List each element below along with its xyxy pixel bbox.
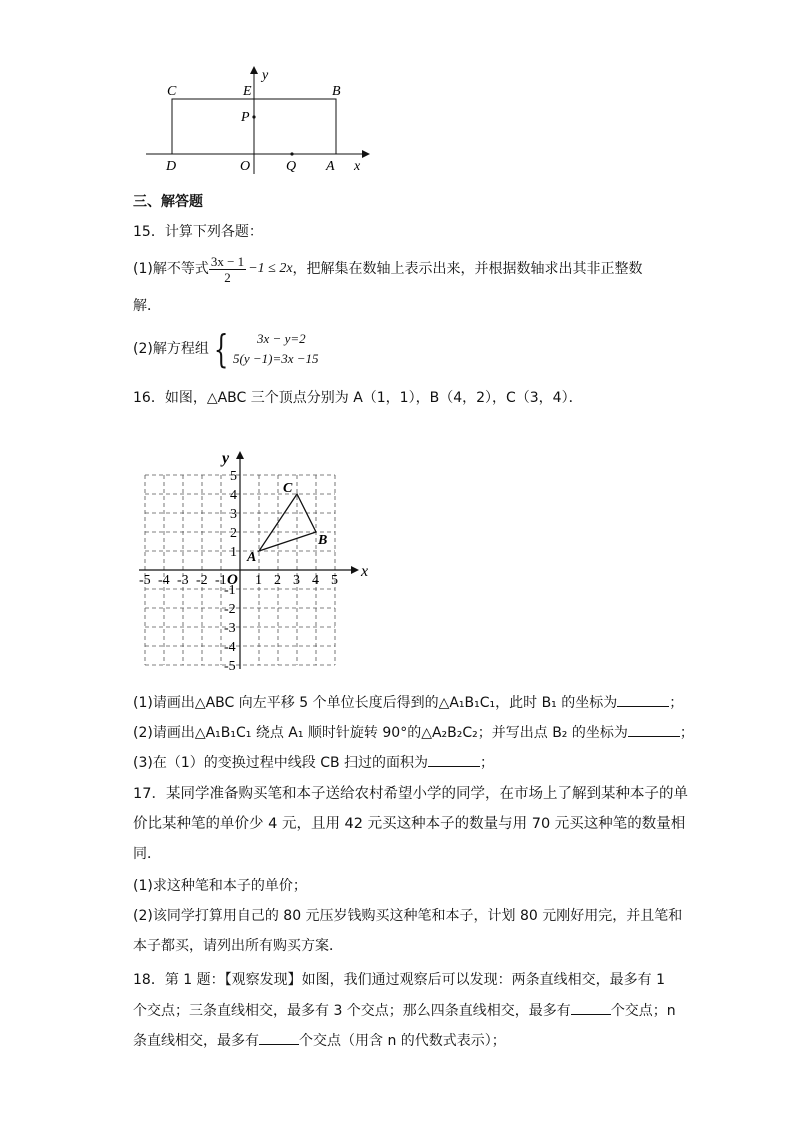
q17-part2-line1: (2)该同学打算用自己的 80 元压岁钱购买这种笔和本子，计划 80 元刚好用完，并且笔和 [133,908,683,924]
q15-part2-prefix: (2)解方程组 [133,341,209,357]
q17-line3: 同． [133,846,161,862]
q16-part2 [133,722,694,743]
label-y: y [262,68,269,83]
q18-line2 [133,1000,676,1021]
q17-part2-line2: 本子都买，请列出所有购买方案． [133,938,343,954]
y-tick-label: 3 [230,507,237,522]
q16-part3-text: (3)在（1）的变换过程中线段 CB 扫过的面积为 [133,755,429,771]
q18-line3 [133,1030,506,1051]
x-tick-label: -4 [158,573,170,588]
fraction-denominator: 2 [224,269,231,285]
q15-part1 [133,252,643,286]
q15-title: 15．计算下列各题： [133,224,263,240]
coordinate-grid-figure [128,442,378,682]
x-tick-label: -5 [139,573,151,588]
y-tick-label: -2 [224,602,236,617]
x-tick-label: 3 [293,573,300,588]
fraction-numerator: 3x − 1 [210,253,245,269]
q18-line3-a: 条直线相交，最多有 [133,1033,259,1049]
label-q: Q [286,159,297,174]
label-e: E [243,84,252,99]
y-axis-arrow [250,66,258,74]
y-tick-label: 5 [230,469,237,484]
q15-part1-line2: 解． [133,298,161,314]
q16-part3 [133,752,494,773]
brace-icon: { [213,327,229,371]
answer-blank [428,752,480,767]
y-tick-label: 4 [230,488,237,503]
vertex-label-c: C [283,481,293,496]
answer-blank [628,722,680,737]
y-tick-label: -4 [224,640,236,655]
equation-system [233,329,319,369]
q18-line3-b: 个交点（用含 n 的代数式表示）； [299,1033,506,1049]
label-b: B [332,84,341,99]
q18-line2-b: 个交点；n [610,1003,676,1019]
label-x: x [354,159,361,174]
point-p [252,115,255,118]
x-axis-label: x [361,563,369,580]
y-tick-label: 2 [230,526,237,541]
x-tick-label: -2 [196,573,208,588]
q17-line1: 17．某同学准备购买笔和本子送给农村希望小学的同学，在市场上了解到某种本子的单 [133,786,688,802]
equation-2: 5(y −1)=3x −15 [233,351,319,366]
q17-part1: (1)求这种笔和本子的单价； [133,878,307,894]
point-q [290,152,293,155]
y-tick-label: -1 [224,583,236,598]
y-tick-label: -3 [224,621,236,636]
x-tick-label: 1 [255,573,262,588]
label-o: O [240,159,251,174]
label-a: A [326,159,335,174]
x-tick-label: 2 [274,573,281,588]
y-tick-label: -5 [224,659,236,674]
y-axis-arrow [236,451,244,459]
equation-1: 3x − y=2 [257,331,306,346]
y-tick-label: 1 [230,545,237,560]
q15-part2 [133,326,319,372]
answer-blank [571,1000,611,1015]
x-tick-label: 4 [312,573,319,588]
x-axis-arrow [362,150,370,158]
q16-part1-text: (1)请画出△ABC 向左平移 5 个单位长度后得到的△A₁B₁C₁，此时 B₁ 的坐标为 [133,695,618,711]
x-axis-arrow [351,566,359,574]
q16-title: 16．如图，△ABC 三个顶点分别为 A（1，1），B（4，2），C（3，4）． [133,390,583,406]
answer-blank [259,1030,299,1045]
fraction [209,254,246,285]
figure-rectangle-axes [140,62,380,182]
end-mark: ； [480,755,495,771]
label-d: D [166,159,177,174]
y-axis-label: y [222,450,230,467]
triangle-abc [259,494,316,551]
q16-part1 [133,692,683,713]
q15-part1-tail: ，把解集在数轴上表示出来，并根据数轴求出其非正整数 [292,261,643,277]
q17-line2: 价比某种笔的单价少 4 元，且用 42 元买这种本子的数量与用 70 元买这种笔的数量相 [133,816,686,832]
q18-line2-a: 个交点；三条直线相交，最多有 3 个交点；那么四条直线相交，最多有 [133,1003,571,1019]
x-tick-label: -3 [177,573,189,588]
q15-part1-prefix: (1)解不等式 [133,261,209,277]
answer-blank [617,692,669,707]
x-tick-label: -1 [215,573,227,588]
end-mark: ； [679,725,694,741]
label-p: P [241,110,250,125]
label-c: C [167,84,177,99]
q16-part2-text: (2)请画出△A₁B₁C₁ 绕点 A₁ 顺时针旋转 90°的△A₂B₂C₂；并写出点 B₂ 的坐标为 [133,725,628,741]
end-mark: ； [669,695,684,711]
q18-line1: 18．第 1 题：【观察发现】如图，我们通过观察后可以发现：两条直线相交，最多有 1 [133,972,665,988]
x-tick-label: 5 [331,573,338,588]
origin-label: O [227,572,238,588]
vertex-label-a: A [247,550,257,565]
q15-inequality: −1 ≤ 2x [248,261,293,276]
section-heading: 三、解答题 [133,194,203,210]
vertex-label-b: B [318,533,328,548]
